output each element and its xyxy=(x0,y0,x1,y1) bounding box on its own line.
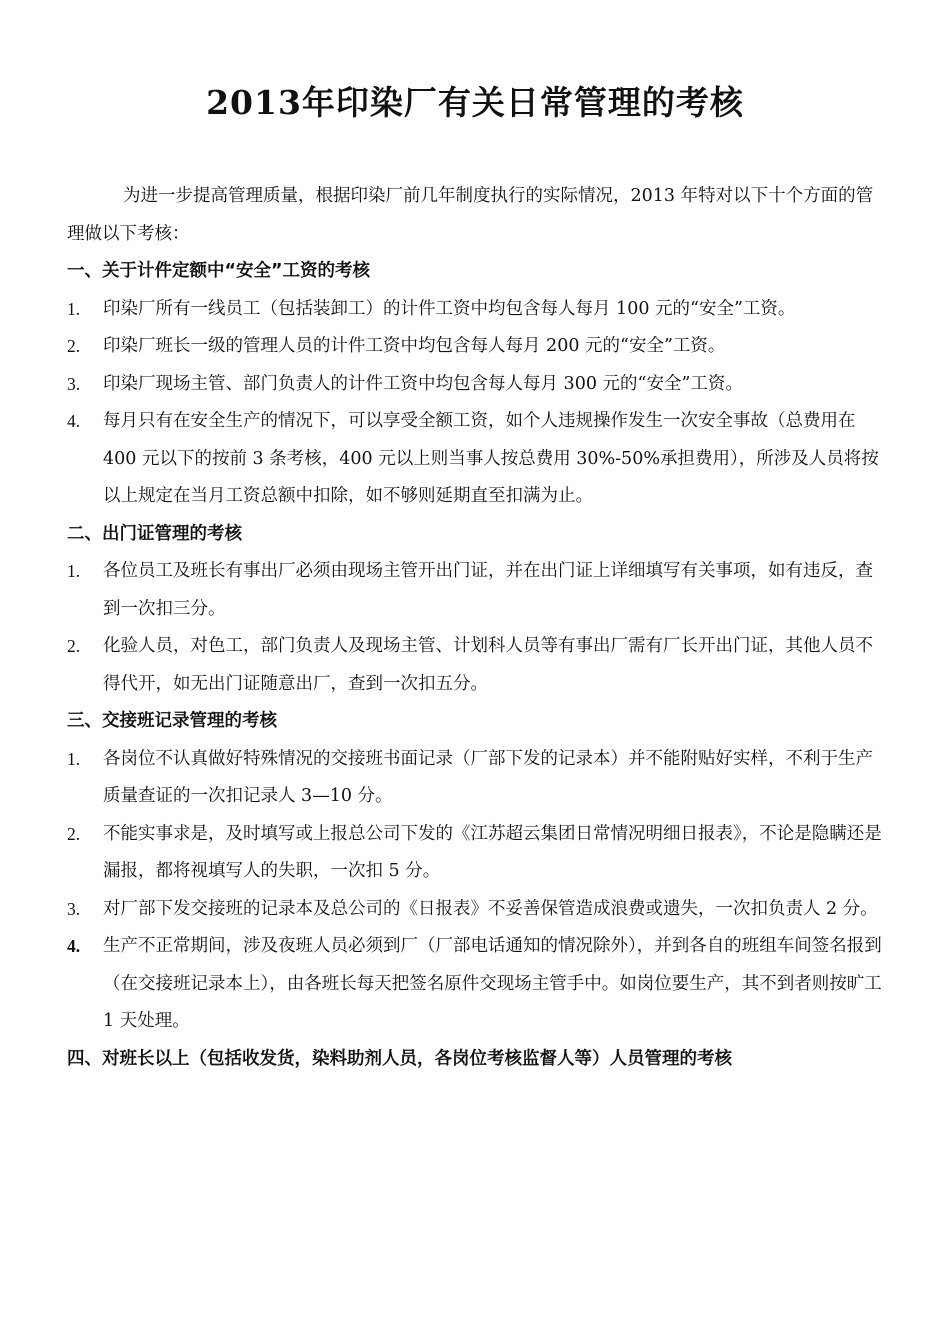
item-text: 印染厂现场主管、部门负责人的计件工资中均包含每人每月 300 元的“安全”工资。 xyxy=(103,373,743,394)
item-number: 2. xyxy=(67,336,81,356)
item-text: 印染厂所有一线员工（包括装卸工）的计件工资中均包含每人每月 100 元的“安全”工资。 xyxy=(103,298,796,319)
list-item xyxy=(67,403,887,516)
item-number: 1. xyxy=(67,561,81,581)
list-item xyxy=(67,328,887,366)
item-text: 各位员工及班长有事出厂必须由现场主管开出门证，并在出门证上详细填写有关事项，如有违反，查到一次扣三分。 xyxy=(103,561,873,619)
item-text: 对厂部下发交接班的记录本及总公司的《日报表》不妥善保管造成浪费或遗失，一次扣负责人 2 分。 xyxy=(103,898,878,919)
item-number: 4. xyxy=(67,411,81,431)
section-heading-4: 四、对班长以上（包括收发货，染料助剂人员，各岗位考核监督人等）人员管理的考核 xyxy=(67,1048,732,1069)
item-text: 每月只有在安全生产的情况下，可以享受全额工资，如个人违规操作发生一次安全事故（总费用在 400 元以下的按前 3 条考核，400 元以上则当事人按总费用 30%-50%承担费用），所涉及人员将按以上规定在当月工资总额中扣除，如不够则延期直至扣满为止。 xyxy=(103,411,879,506)
intro-paragraph: 为进一步提高管理质量，根据印染厂前几年制度执行的实际情况，2013 年特对以下十个方面的管理做以下考核： xyxy=(67,186,874,244)
item-number: 1. xyxy=(67,298,81,319)
item-number: 2. xyxy=(67,636,81,656)
list-item xyxy=(67,891,887,929)
list-item xyxy=(67,741,887,816)
document-body xyxy=(67,178,887,1078)
list-item xyxy=(67,291,887,329)
list-item xyxy=(67,366,887,404)
item-text: 各岗位不认真做好特殊情况的交接班书面记录（厂部下发的记录本）并不能附贴好实样，不利于生产质量查证的一次扣记录人 3—10 分。 xyxy=(103,748,873,806)
list-item xyxy=(67,816,887,891)
item-number: 3. xyxy=(67,898,81,919)
item-text: 印染厂班长一级的管理人员的计件工资中均包含每人每月 200 元的“安全”工资。 xyxy=(103,336,726,356)
item-number: 2. xyxy=(67,823,81,844)
list-item xyxy=(67,553,887,628)
item-text: 生产不正常期间，涉及夜班人员必须到厂（厂部电话通知的情况除外），并到各自的班组车间签名报到（在交接班记录本上），由各班长每天把签名原件交现场主管手中。如岗位要生产，其不到者则按旷工 1 天处理。 xyxy=(103,936,882,1031)
item-number: 3. xyxy=(67,373,81,394)
item-text: 化验人员，对色工，部门负责人及现场主管、计划科人员等有事出厂需有厂长开出门证，其他人员不得代开，如无出门证随意出厂，查到一次扣五分。 xyxy=(103,636,873,694)
document-title: 2013年印染厂有关日常管理的考核 xyxy=(206,83,744,122)
section-heading-1: 一、关于计件定额中“安全”工资的考核 xyxy=(67,261,371,281)
section-heading-2: 二、出门证管理的考核 xyxy=(67,523,242,544)
list-item xyxy=(67,928,887,1041)
section-heading-3: 三、交接班记录管理的考核 xyxy=(67,711,277,731)
item-text: 不能实事求是，及时填写或上报总公司下发的《江苏超云集团日常情况明细日报表》，不论是隐瞒还是漏报，都将视填写人的失职，一次扣 5 分。 xyxy=(103,823,882,881)
item-number: 4. xyxy=(67,936,81,956)
list-item xyxy=(67,628,887,703)
item-number: 1. xyxy=(67,748,81,769)
